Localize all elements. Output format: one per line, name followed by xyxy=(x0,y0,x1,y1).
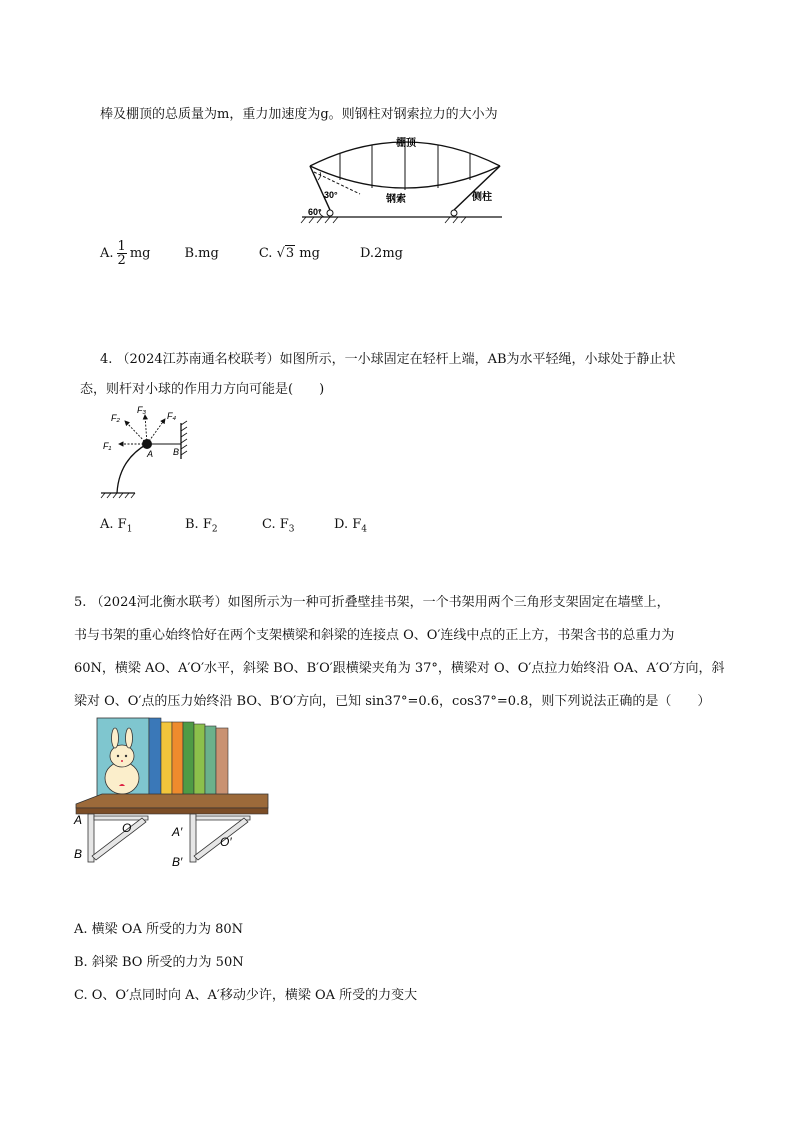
q5-text-line2: 书与书架的重心始终恰好在两个支架横梁和斜梁的连接点 O、O′连线中点的正上方，书架含书的总重力为 xyxy=(74,628,675,643)
q3-shed-figure xyxy=(300,128,510,228)
q5-fig-O: O xyxy=(122,821,132,835)
q3-fig-cable-label: 钢索 xyxy=(386,194,406,205)
q4-option-b[interactable]: B. $F_2$ xyxy=(185,517,218,535)
q5-option-c[interactable]: C. O、O′点同时向 A、A′移动少许，横梁 OA 所受的力变大 xyxy=(74,988,418,1003)
q5-option-b[interactable]: B. 斜梁 BO 所受的力为 50N xyxy=(74,955,244,970)
q5-fig-B: B xyxy=(74,847,83,861)
q5-fig-A: A xyxy=(74,813,83,827)
q5-fig-B-prime: B′ xyxy=(172,855,183,869)
q5-fig-A-prime: A′ xyxy=(172,825,183,839)
q3-fig-pillar-label: 侧柱 xyxy=(472,192,492,203)
q4-option-a[interactable]: A. $F_1$ xyxy=(100,517,133,535)
q4-option-c[interactable]: C. $F_3$ xyxy=(262,517,295,535)
q5-bookshelf-figure xyxy=(70,712,280,877)
q4-fig-F1: F₁ xyxy=(103,441,112,451)
q3-fig-angle30: 30° xyxy=(324,190,338,200)
q5-text-line4: 梁对 O、O′点的压力始终沿 BO、B′O′方向，已知 sin37°=0.6，cos37°=0.8，则下列说法正确的是（ ） xyxy=(74,694,711,709)
q3-fig-angle60: 60° xyxy=(308,207,322,217)
q4-fig-F4: F₄ xyxy=(167,411,177,421)
q3-option-d[interactable]: D.2mg xyxy=(359,246,403,261)
q4-fig-F3: F₃ xyxy=(137,405,147,415)
q4-fig-B: B xyxy=(173,447,180,457)
q4-options xyxy=(100,517,367,535)
q4-fig-A: A xyxy=(147,449,154,459)
q3-text: 棒及棚顶的总质量为m，重力加速度为g。则钢柱对钢索拉力的大小为 xyxy=(100,107,498,122)
q4-figure xyxy=(95,405,205,505)
q5-option-a[interactable]: A. 横梁 OA 所受的力为 80N xyxy=(74,922,244,937)
q3-option-b[interactable]: B.mg xyxy=(184,246,219,261)
q4-text-line2: 态，则杆对小球的作用力方向可能是( ) xyxy=(80,382,325,397)
q4-fig-F2: F₂ xyxy=(111,413,120,423)
q3-option-a[interactable]: A. $\frac{1}{2}$ mg xyxy=(100,239,151,268)
q3-options xyxy=(100,240,443,267)
q3-fig-roof-label: 棚顶 xyxy=(396,138,416,149)
q3-option-c[interactable]: C. √3 mg xyxy=(258,246,320,261)
q5-text-line1: 5. （2024河北衡水联考）如图所示为一种可折叠壁挂书架，一个书架用两个三角形支架固定在墙壁上， xyxy=(74,595,670,610)
q5-fig-O-prime: O′ xyxy=(220,835,232,849)
q4-option-d[interactable]: D. $F_4$ xyxy=(334,517,367,535)
q5-text-line3: 60N，横梁 AO、A′O′水平，斜梁 BO、B′O′跟横梁夹角为 37°，横梁对 O、O′点拉力始终沿 OA、A′O′方向，斜 xyxy=(74,661,725,676)
q4-text-line1: 4. （2024江苏南通名校联考）如图所示，一小球固定在轻杆上端，AB为水平轻绳，小球处于静止状 xyxy=(100,352,676,367)
